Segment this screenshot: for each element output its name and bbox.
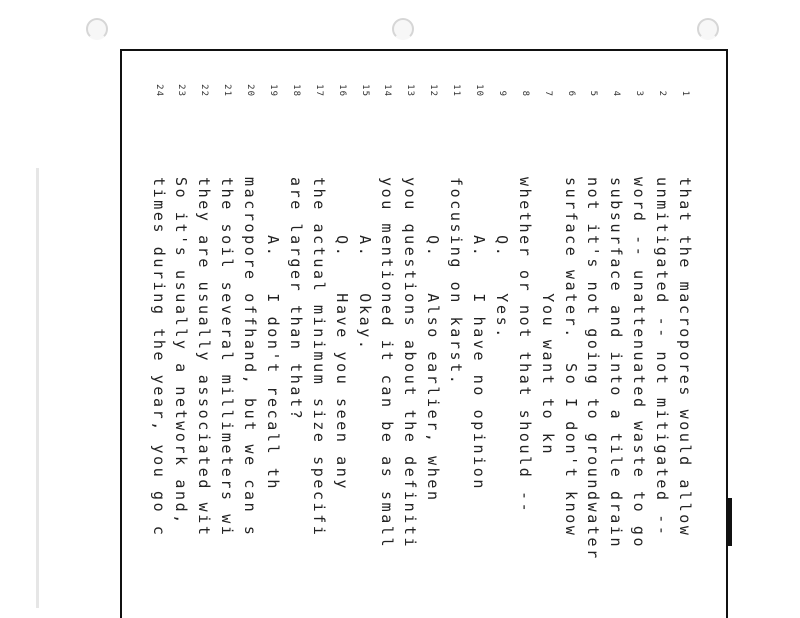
transcript-line [376,69,399,618]
line-text: times during the year, you go c [149,177,168,538]
line-text: subsurface and into a tile drain [607,177,626,550]
line-number: 18 [290,84,301,97]
line-text: whether or not that should -- [515,177,534,526]
line-number: 3 [634,90,645,97]
transcript-line [147,69,170,618]
transcript-line [284,69,307,618]
line-number: 17 [313,84,324,97]
line-number: 4 [611,90,622,97]
line-text: the soil several millimeters wi [218,177,237,538]
transcript-line [444,69,467,618]
line-number: 7 [542,90,553,97]
transcript-line [467,69,490,618]
line-text: the actual minimum size specifi [309,177,328,538]
line-number: 24 [153,84,164,97]
transcript-line [353,69,376,618]
line-number: 8 [519,90,530,97]
transcript-line [627,69,650,618]
line-number: 14 [382,84,393,97]
line-number: 20 [245,84,256,97]
transcript-line [330,69,353,618]
line-number: 6 [565,90,576,97]
line-text: So it's usually a network and, [172,177,191,526]
transcript-line [513,69,536,618]
line-number: 2 [657,90,668,97]
line-text: that the macropores would allow [676,177,694,538]
line-text: you mentioned it can be as small [378,177,397,550]
scan-edge-shadow [36,168,39,608]
line-text: A. I don't recall th [263,177,282,492]
transcript-line [170,69,193,618]
line-text: You want to kn [538,177,557,457]
transcript-line [238,69,261,618]
line-text: Q. Yes. [492,177,511,340]
line-number: 12 [428,84,439,97]
transcript-line [559,69,582,618]
line-number: 22 [199,84,210,97]
line-number: 10 [473,84,484,97]
line-number: 16 [336,84,347,97]
line-text: macropore offhand, but we can s [241,177,260,538]
transcript-line [261,69,284,618]
transcript-line [215,69,238,618]
line-number: 1 [680,90,690,97]
transcript-line [582,69,605,618]
line-text: you questions about the definiti [401,177,420,550]
line-text: unmitigated -- not mitigated -- [653,177,672,538]
line-text: they are usually associated wit [195,177,214,538]
line-number: 5 [588,90,599,97]
transcript-line [307,69,330,618]
line-text: not it's not going to groundwater [584,177,603,561]
transcript-line [490,69,513,618]
transcript-line [192,69,215,618]
line-text: Q. Also earlier, when [424,177,443,503]
line-text: A. Okay. [355,177,374,352]
transcript-line [650,69,673,618]
punch-hole-center [392,18,414,40]
line-number: 21 [222,84,233,97]
line-number: 23 [176,84,187,97]
transcript-page [120,49,728,618]
line-text: focusing on karst. [447,177,466,387]
transcript-line [536,69,559,618]
line-text: Q. Have you seen any [332,177,351,492]
line-text: word -- unattenuated waste to go [630,177,649,550]
punch-hole-right [697,18,719,40]
scan-edge-mark [728,498,732,546]
transcript-line [673,69,696,618]
transcript-line [398,69,421,618]
line-text: are larger than that? [286,177,305,422]
line-text: A. I have no opinion [469,177,488,492]
transcript-line [604,69,627,618]
line-text: surface water. So I don't know [561,177,580,538]
line-number: 19 [267,84,278,97]
transcript-line [421,69,444,618]
punch-hole-left [86,18,108,40]
line-number: 13 [405,84,416,97]
line-number: 9 [496,90,507,97]
rotated-transcript [136,69,696,618]
line-number: 11 [451,84,462,97]
line-number: 15 [359,84,370,97]
